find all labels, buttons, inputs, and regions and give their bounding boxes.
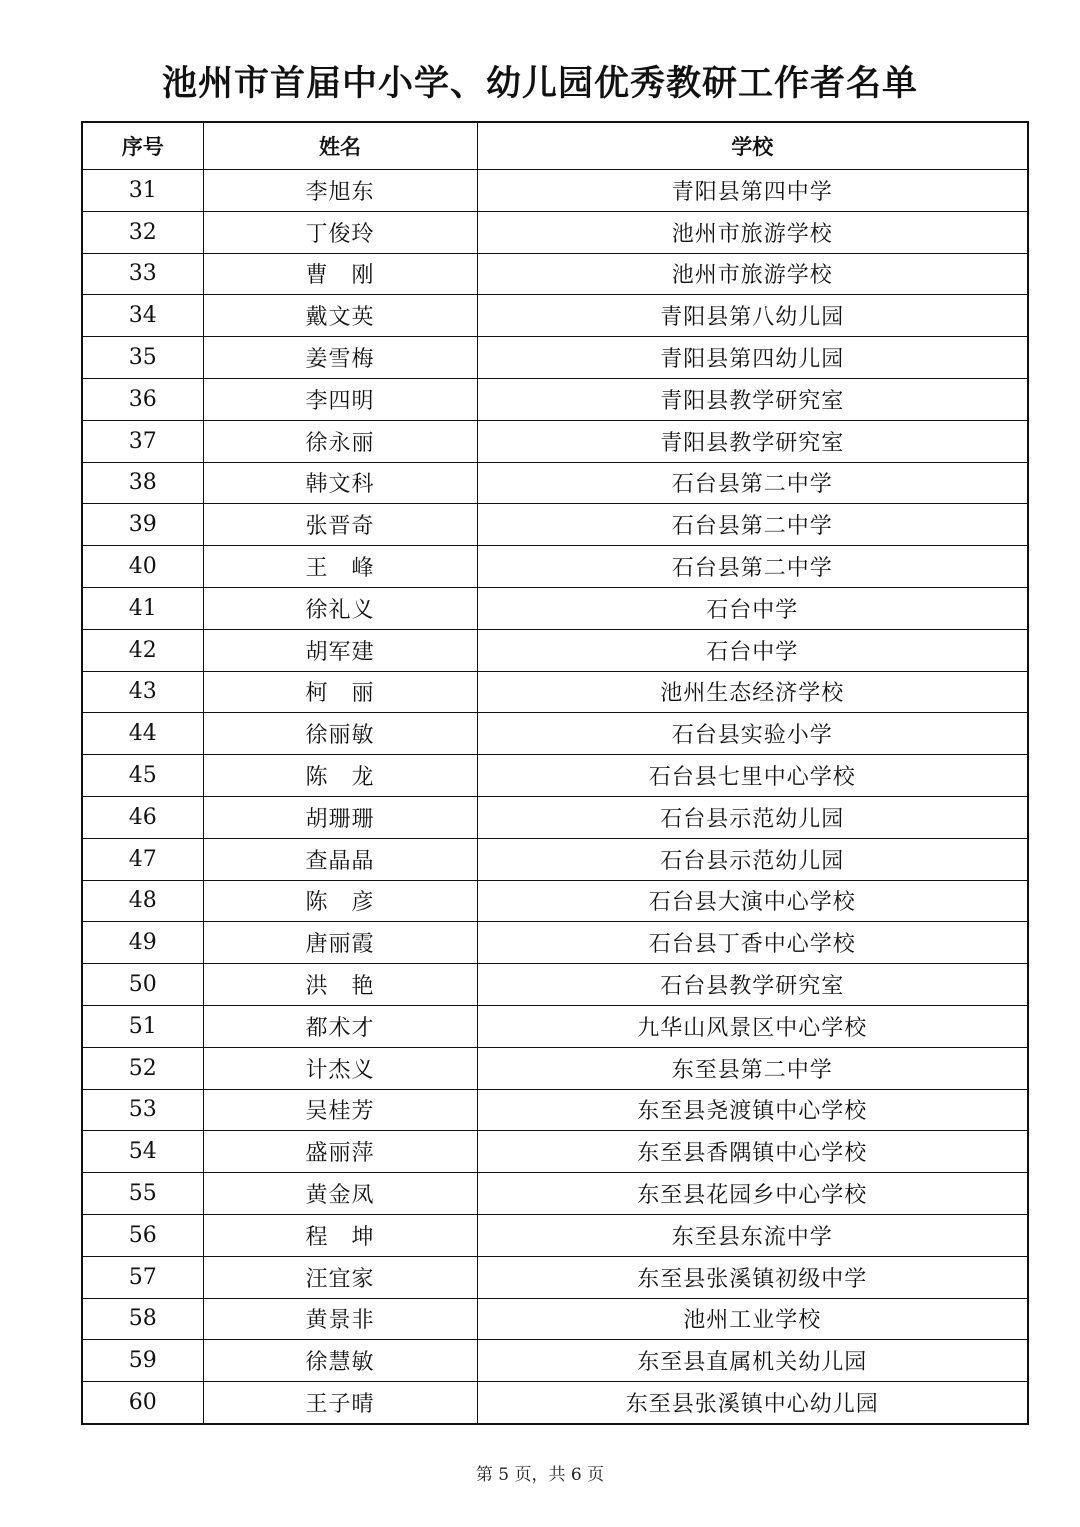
school-cell: 池州市旅游学校 [477,211,1028,253]
table-row [82,964,1028,1006]
serial-number-cell: 58 [82,1298,203,1340]
school-cell: 东至县第二中学 [477,1047,1028,1089]
school-cell: 九华山风景区中心学校 [477,1005,1028,1047]
table-row [82,796,1028,838]
serial-number-cell: 38 [82,462,203,504]
school-cell: 青阳县教学研究室 [477,378,1028,420]
name-cell: 查晶晶 [203,838,477,880]
serial-number-cell: 47 [82,838,203,880]
serial-number-cell: 53 [82,1089,203,1131]
table-row [82,1173,1028,1215]
serial-number-cell: 44 [82,713,203,755]
table-row [82,880,1028,922]
table-row [82,1089,1028,1131]
serial-number-cell: 31 [82,170,203,212]
table-row [82,504,1028,546]
school-cell: 青阳县第四中学 [477,170,1028,212]
table-row [82,295,1028,337]
name-cell: 张晋奇 [203,504,477,546]
serial-number-cell: 51 [82,1005,203,1047]
serial-number-cell: 50 [82,964,203,1006]
name-cell: 姜雪梅 [203,337,477,379]
school-cell: 石台中学 [477,587,1028,629]
serial-number-cell: 37 [82,420,203,462]
table-row [82,755,1028,797]
table-row [82,378,1028,420]
serial-number-cell: 56 [82,1214,203,1256]
header-row [82,122,1028,170]
name-cell: 徐永丽 [203,420,477,462]
table-body [82,170,1028,1424]
serial-number-cell: 49 [82,922,203,964]
serial-number-cell: 60 [82,1382,203,1424]
table-row [82,629,1028,671]
table-row [82,546,1028,588]
name-cell: 李四明 [203,378,477,420]
table-row [82,922,1028,964]
serial-number-cell: 46 [82,796,203,838]
school-cell: 池州市旅游学校 [477,253,1028,295]
serial-number-cell: 41 [82,587,203,629]
serial-number-cell: 59 [82,1340,203,1382]
name-cell: 韩文科 [203,462,477,504]
school-cell: 东至县花园乡中心学校 [477,1173,1028,1215]
school-cell: 青阳县第八幼儿园 [477,295,1028,337]
name-cell: 王子晴 [203,1382,477,1424]
school-cell: 石台县示范幼儿园 [477,838,1028,880]
serial-number-cell: 35 [82,337,203,379]
school-cell: 石台县教学研究室 [477,964,1028,1006]
school-cell: 石台县示范幼儿园 [477,796,1028,838]
serial-number-cell: 34 [82,295,203,337]
name-cell: 计杰义 [203,1047,477,1089]
roster-table [81,121,1029,1425]
school-cell: 青阳县第四幼儿园 [477,337,1028,379]
name-cell: 黄金凤 [203,1173,477,1215]
table-row [82,420,1028,462]
table-row [82,587,1028,629]
name-cell: 陈 龙 [203,755,477,797]
serial-number-cell: 55 [82,1173,203,1215]
table-row [82,1047,1028,1089]
name-cell: 汪宜家 [203,1256,477,1298]
name-cell: 陈 彦 [203,880,477,922]
table-row [82,462,1028,504]
school-cell: 石台县第二中学 [477,504,1028,546]
serial-number-cell: 40 [82,546,203,588]
serial-number-cell: 54 [82,1131,203,1173]
name-cell: 胡军建 [203,629,477,671]
name-cell: 盛丽萍 [203,1131,477,1173]
page-title: 池州市首届中小学、幼儿园优秀教研工作者名单 [161,64,918,104]
table-row [82,253,1028,295]
table-row [82,1298,1028,1340]
table-row [82,713,1028,755]
name-cell: 戴文英 [203,295,477,337]
serial-number-cell: 43 [82,671,203,713]
name-cell: 唐丽霞 [203,922,477,964]
header-name: 姓名 [203,122,477,170]
name-cell: 黄景非 [203,1298,477,1340]
header-school: 学校 [477,122,1028,170]
table-row [82,170,1028,212]
table-row [82,1005,1028,1047]
table-row [82,1131,1028,1173]
school-cell: 石台县实验小学 [477,713,1028,755]
school-cell: 石台中学 [477,629,1028,671]
school-cell: 池州生态经济学校 [477,671,1028,713]
school-cell: 东至县东流中学 [477,1214,1028,1256]
school-cell: 石台县第二中学 [477,462,1028,504]
serial-number-cell: 39 [82,504,203,546]
table-row [82,211,1028,253]
school-cell: 东至县香隅镇中心学校 [477,1131,1028,1173]
name-cell: 洪 艳 [203,964,477,1006]
name-cell: 李旭东 [203,170,477,212]
school-cell: 石台县七里中心学校 [477,755,1028,797]
serial-number-cell: 32 [82,211,203,253]
school-cell: 池州工业学校 [477,1298,1028,1340]
serial-number-cell: 57 [82,1256,203,1298]
serial-number-cell: 45 [82,755,203,797]
serial-number-cell: 42 [82,629,203,671]
table-row [82,337,1028,379]
school-cell: 东至县尧渡镇中心学校 [477,1089,1028,1131]
name-cell: 曹 刚 [203,253,477,295]
school-cell: 石台县第二中学 [477,546,1028,588]
table-row [82,1256,1028,1298]
school-cell: 东至县张溪镇中心幼儿园 [477,1382,1028,1424]
serial-number-cell: 52 [82,1047,203,1089]
table-row [82,1340,1028,1382]
name-cell: 胡珊珊 [203,796,477,838]
name-cell: 徐丽敏 [203,713,477,755]
serial-number-cell: 48 [82,880,203,922]
name-cell: 丁俊玲 [203,211,477,253]
school-cell: 东至县张溪镇初级中学 [477,1256,1028,1298]
name-cell: 柯 丽 [203,671,477,713]
table-row [82,838,1028,880]
name-cell: 吴桂芳 [203,1089,477,1131]
name-cell: 徐慧敏 [203,1340,477,1382]
school-cell: 青阳县教学研究室 [477,420,1028,462]
school-cell: 东至县直属机关幼儿园 [477,1340,1028,1382]
serial-number-cell: 36 [82,378,203,420]
table-row [82,1214,1028,1256]
name-cell: 都术才 [203,1005,477,1047]
school-cell: 石台县丁香中心学校 [477,922,1028,964]
name-cell: 徐礼义 [203,587,477,629]
name-cell: 王 峰 [203,546,477,588]
header-serial-number: 序号 [82,122,203,170]
table-row [82,1382,1028,1424]
page-number: 第 5 页，共 6 页 [475,1465,605,1485]
serial-number-cell: 33 [82,253,203,295]
table-row [82,671,1028,713]
name-cell: 程 坤 [203,1214,477,1256]
school-cell: 石台县大演中心学校 [477,880,1028,922]
